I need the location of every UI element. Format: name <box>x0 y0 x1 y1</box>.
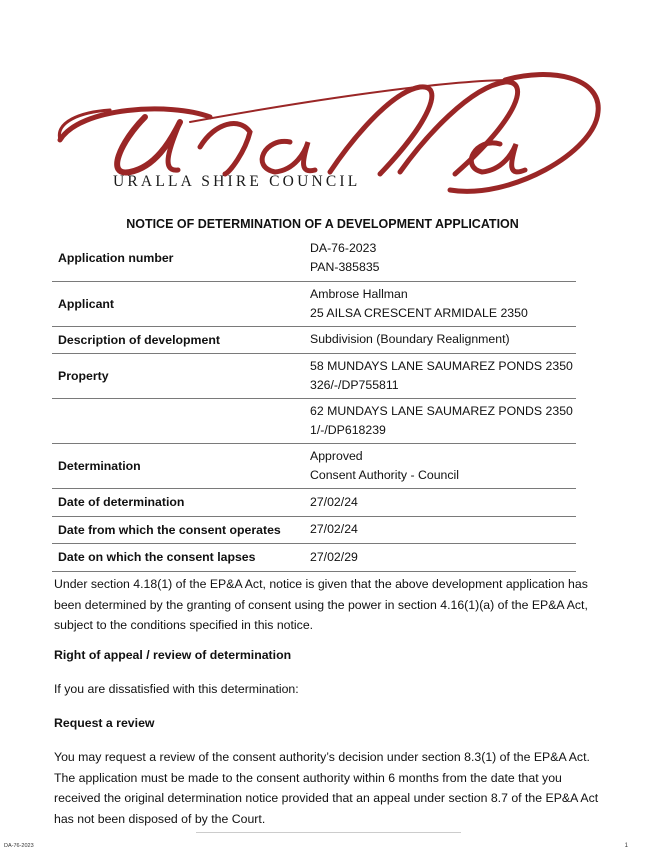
row-label: Date from which the consent operates <box>58 522 281 537</box>
row-label <box>52 399 304 444</box>
table-row <box>52 516 576 544</box>
row-value: 58 MUNDAYS LANE SAUMAREZ PONDS 2350 326/-/DP755811 <box>310 359 573 392</box>
dissatisfied-text: If you are dissatisfied with this determination: <box>54 682 299 696</box>
table-row <box>52 444 576 489</box>
page-number: 1 <box>624 843 628 849</box>
row-value: Ambrose Hallman 25 AILSA CRESCENT ARMIDALE 2350 <box>310 286 528 320</box>
table-row <box>52 544 576 572</box>
intro-paragraph: Under section 4.18(1) of the EP&A Act, notice is given that the above development application has been determined by the granting of consent using the power in section 4.16(1)(a) of the EP&A Act, subject to the conditions specified in this notice. <box>54 577 588 632</box>
review-heading: Request a review <box>54 716 155 730</box>
row-label: Application number <box>58 251 174 266</box>
row-label: Applicant <box>58 296 115 311</box>
page-title: NOTICE OF DETERMINATION OF A DEVELOPMENT APPLICATION <box>126 217 519 231</box>
table-row <box>52 354 576 399</box>
row-value: 27/02/24 <box>310 494 358 509</box>
row-value: 27/02/29 <box>310 549 358 564</box>
row-label: Date of determination <box>58 495 185 510</box>
row-value: Approved Consent Authority - Council <box>310 449 460 482</box>
row-label: Property <box>58 369 109 383</box>
review-paragraph: You may request a review of the consent authority’s decision under section 8.3(1) of the EP&A Act. The application must be made to the consent authority within 6 months from the date that you received the original determination notice provided that an appeal under section 8.7 of the EP&A Act has not been disposed of by the Court. <box>54 750 599 826</box>
footer-divider <box>196 832 461 833</box>
row-label: Date on which the consent lapses <box>58 550 256 565</box>
details-table <box>52 236 576 572</box>
row-value: DA-76-2023 PAN-385835 <box>310 241 380 275</box>
table-row <box>52 281 576 326</box>
row-value: 27/02/24 <box>310 522 358 537</box>
row-label: Determination <box>58 459 141 473</box>
row-value: Subdivision (Boundary Realignment) <box>310 332 510 347</box>
logo-text: URALLA SHIRE COUNCIL <box>113 173 361 190</box>
table-row <box>52 399 576 444</box>
footer-reference: DA-76-2023 <box>4 843 34 849</box>
appeal-heading: Right of appeal / review of determination <box>54 648 292 662</box>
row-value: 62 MUNDAYS LANE SAUMAREZ PONDS 2350 1/-/DP618239 <box>310 404 573 437</box>
table-row <box>52 326 576 354</box>
row-label: Description of development <box>58 332 220 347</box>
table-row <box>52 489 576 517</box>
table-row <box>52 236 576 281</box>
